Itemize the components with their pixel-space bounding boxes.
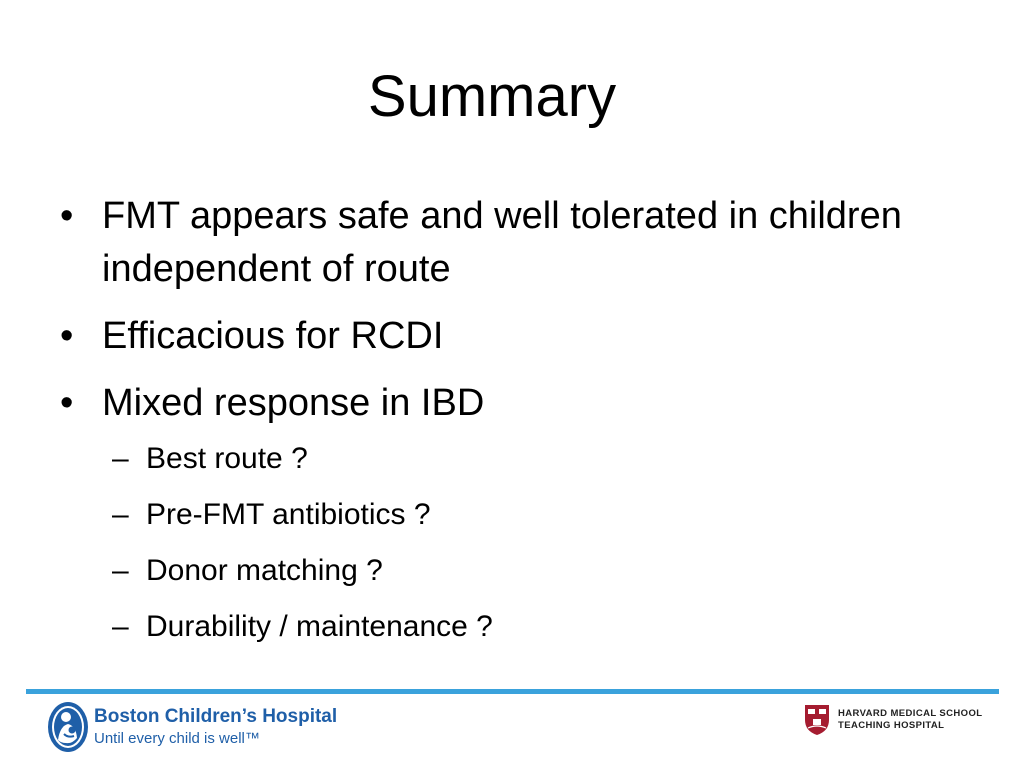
harvard-shield-icon: [804, 704, 830, 736]
harvard-medical-school-logo: [804, 704, 1004, 740]
hospital-tagline: Until every child is well™: [94, 730, 260, 747]
sub-bullet-text: Pre-FMT antibiotics ?: [146, 498, 431, 531]
sub-bullet-marker: –: [112, 554, 129, 587]
sub-bullet-list: [60, 440, 960, 646]
bullet-marker: •: [60, 195, 74, 237]
bullet-text: FMT appears safe and well tolerated in children independent of route: [102, 195, 902, 290]
sub-bullet-text: Donor matching ?: [146, 554, 383, 587]
bullet-item: [60, 310, 960, 363]
hms-subtitle: TEACHING HOSPITAL: [838, 720, 945, 731]
mother-child-emblem-icon: [46, 700, 90, 754]
hospital-name: Boston Children’s Hospital: [94, 706, 338, 727]
sub-bullet-text: Best route ?: [146, 442, 308, 475]
sub-bullet-item: [60, 440, 960, 478]
sub-bullet-marker: –: [112, 498, 129, 531]
sub-bullet-marker: –: [112, 442, 129, 475]
bullet-marker: •: [60, 382, 74, 424]
sub-bullet-text: Durability / maintenance ?: [146, 610, 493, 643]
bullet-list: [60, 190, 960, 664]
sub-bullet-item: [60, 496, 960, 534]
bullet-item: [60, 377, 960, 430]
bullet-item: [60, 190, 960, 296]
boston-childrens-hospital-logo: [46, 700, 376, 756]
hms-name: HARVARD MEDICAL SCHOOL: [838, 708, 983, 719]
bullet-text: Efficacious for RCDI: [102, 315, 444, 357]
bullet-text: Mixed response in IBD: [102, 382, 485, 424]
bullet-marker: •: [60, 315, 74, 357]
slide-title: Summary: [367, 64, 617, 129]
sub-bullet-item: [60, 608, 960, 646]
sub-bullet-group: [60, 440, 960, 646]
sub-bullet-marker: –: [112, 610, 129, 643]
sub-bullet-item: [60, 552, 960, 590]
footer-divider: [26, 689, 999, 694]
